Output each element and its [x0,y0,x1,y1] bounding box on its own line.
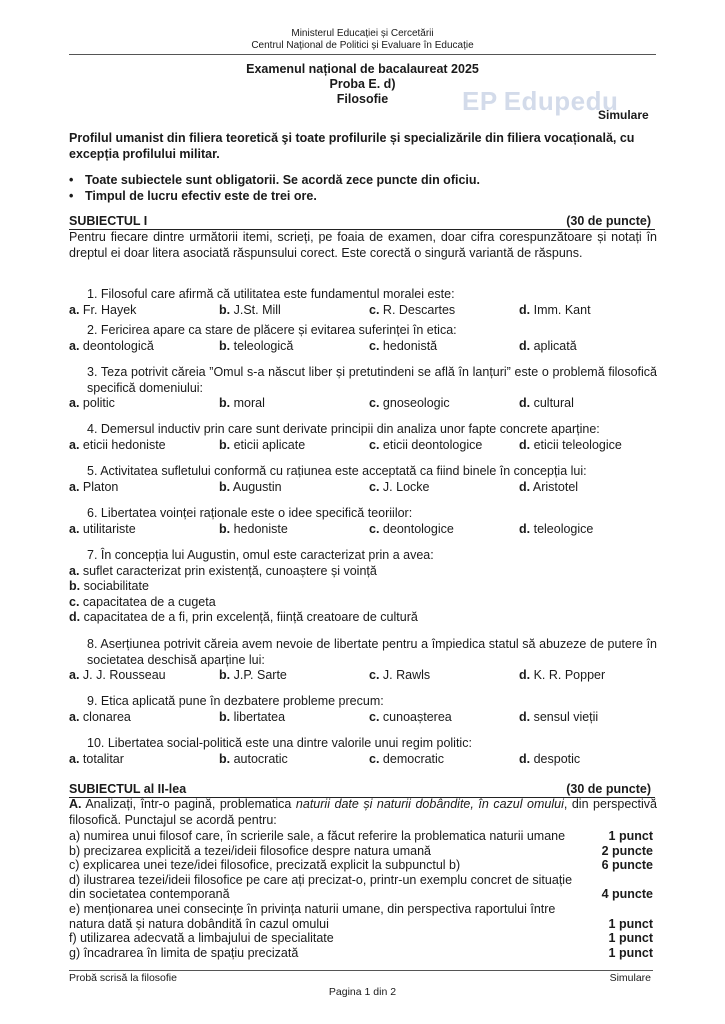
option-c [369,438,482,454]
subject-1-instructions: Pentru fiecare dintre următorii itemi, scrieți, pe foaia de examen, doar cifra corespunzătoare și notați în dreptul ei doar litera asociată răspunsului corect. Este corectă o singură variantă de răspuns. [69,230,657,260]
question-stem: 4. Demersul inductiv prin care sunt derivate principii din analiza unor fapte concrete aparține: [87,422,600,436]
option-b [69,579,657,595]
subject-2-title: SUBIECTUL al II-lea [69,782,187,796]
text-span: despotic [533,751,581,766]
text-span: politic [82,396,115,410]
criterion-c [69,858,655,873]
option-letter: b. [69,579,81,593]
option-letter: d. [519,338,531,353]
option-letter: b. [219,668,231,682]
option-a [69,396,115,412]
option-a [69,668,166,684]
text-span: eticii teleologice [533,437,622,452]
option-letter: b. [219,751,231,766]
option-a [69,303,136,319]
option-letter: d. [519,479,531,494]
option-c [369,710,452,726]
page-footer [69,970,653,984]
text-span: deontologice [382,521,454,536]
text-span: J.St. Mill [233,302,281,317]
criterion-b [69,844,655,859]
text-span: 4 puncte [601,887,653,902]
option-b [219,710,285,726]
subject-2-intro [69,797,657,828]
question-stem: 6. Libertatea voinței raționale este o idee specifică teoriilor: [87,506,413,520]
option-a [69,339,154,355]
question-stem: 2. Fericirea apare ca stare de plăcere și evitarea suferinței în etica: [87,323,457,337]
option-letter: b. [219,437,231,452]
option-letter: a. [69,709,80,724]
option-letter: d. [519,437,531,452]
text-span: f) utilizarea adecvată a limbajului de specialitate [69,931,334,946]
text-span: K. R. Popper [533,668,606,682]
bullet-icon: • [69,189,74,203]
option-a [69,752,124,768]
text-span: a) numirea unui filosof care, în scrierile sale, a făcut referire la problematica naturii umane [69,829,566,843]
text-span: e) menționarea unei consecințe în privința naturii umane, din perspectiva raportului între natura dată și natura dobândită în cazul omului [69,901,556,931]
option-c [369,522,454,538]
option-b [219,522,288,538]
text-span: aplicată [533,338,577,353]
option-b [219,339,293,355]
option-c [369,396,450,412]
question-5 [69,464,657,496]
text-span: hedoniste [233,521,288,536]
exam-subject: Filosofie [336,92,389,106]
option-d [519,710,598,726]
option-letter: d. [519,302,531,317]
text-span: democratic [382,751,445,766]
text-span: 1 punct [608,945,653,960]
option-b [219,303,281,319]
text-span: gnoseologic [382,396,450,410]
text-span: capacitatea de a cugeta [82,594,216,609]
option-b [219,752,288,768]
bullet-text: Timpul de lucru efectiv este de trei ore. [85,189,317,203]
bullet-item [69,172,659,188]
option-d [519,396,574,412]
question-stem: 1. Filosoful care afirmă că utilitatea este fundamentul moralei este: [87,287,455,301]
option-c [369,668,430,684]
intro-topic: naturii date și naturii dobândite, în cazul omului [295,797,564,811]
option-letter: c. [369,396,380,410]
footer-right: Simulare [609,972,651,984]
question-stem: 3. Teza potrivit căreia ”Omul s-a născut liber și pretutindeni se află în lanțuri” este o problemă filosofică specifică domeniului: [87,365,657,395]
option-d [519,339,577,355]
criterion-g [69,946,655,961]
edupedu-logo-icon: EP [462,86,498,116]
subject-1-heading [69,214,655,230]
text-span: Fr. Hayek [82,302,137,317]
option-d [69,610,657,626]
question-stem: 7. În concepția lui Augustin, omul este caracterizat prin a avea: [87,548,434,562]
text-span: moral [233,396,265,410]
option-letter: c. [369,521,380,536]
question-7 [69,548,657,626]
text-span: J. Rawls [382,668,431,682]
option-letter: d. [519,751,531,766]
text-span: c) explicarea unei teze/idei filosofice, precizată explicit la subpunctul b) [69,858,461,873]
subject-2-heading [69,782,655,798]
text-span: g) încadrarea în limita de spațiu precizată [69,945,299,960]
text-span: suflet caracterizat prin existență, cunoaștere și voință [82,563,377,578]
question-stem: 10. Libertatea social-politică este una dintre valorile unui regim politic: [87,736,472,750]
text-span: Augustin [232,479,282,494]
option-letter: b. [219,709,231,724]
footer-left: Probă scrisă la filosofie [69,972,177,984]
option-letter: b. [219,396,231,410]
question-8 [69,637,657,684]
option-letter: c. [369,338,380,353]
option-a [69,438,166,454]
option-c [369,752,444,768]
criterion-d [69,873,655,902]
text-span: utilitariste [82,521,136,536]
option-letter: a. [69,437,80,452]
text-span: libertatea [233,709,286,724]
option-a [69,480,118,496]
question-9 [69,694,657,726]
text-span: clonarea [82,709,131,724]
option-letter: a. [69,751,80,766]
text-span: eticii hedoniste [82,437,166,452]
text-span: J.P. Sarte [233,668,287,682]
question-stem: 8. Aserțiunea potrivit căreia avem nevoie de libertate pentru a împiedica statul să abuzeze de putere în societatea deschisă aparține lui: [87,637,657,667]
text-span: 1 punct [608,931,653,946]
exam-proba: Proba E. d) [329,77,396,91]
text-span: eticii aplicate [233,437,306,452]
option-letter: b. [219,521,231,536]
text-span: Platon [82,479,119,494]
text-span: cultural [533,396,574,410]
text-span: teleologice [533,521,594,536]
text-span: , din perspectivă filosofică. Punctajul se acordă pentru: [69,797,657,827]
profile-text: Profilul umanist din filiera teoretică şi toate profilurile și specializările din filiera vocațională, cu excepția profilului militar. [69,131,635,161]
option-c [69,595,657,611]
text-span: 1 punct [608,829,653,843]
option-c [369,339,437,355]
option-letter: a. [69,563,80,578]
option-letter: d. [69,610,81,624]
text-span: d) ilustrarea tezei/ideii filosofice pe care ați precizat-o, printr-un exemplu concret de situație din societatea contemporană [69,872,573,902]
ministry-header [69,28,656,55]
text-span: 2 puncte [601,843,653,858]
bullet-text: Toate subiectele sunt obligatorii. Se acordă zece puncte din oficiu. [85,173,480,187]
option-letter: d. [519,668,531,682]
text-span: sociabilitate [83,579,149,593]
option-c [369,480,429,496]
criteria-list [69,829,655,960]
text-span: Aristotel [532,479,579,494]
option-d [519,668,605,684]
question-3 [69,365,657,412]
text-span: b) precizarea explicită a tezei/ideii filosofice despre natura umană [69,843,431,858]
option-letter: a. [69,521,80,536]
text-span: teleologică [233,338,294,353]
option-c [369,303,455,319]
option-letter: a. [69,479,80,494]
option-d [519,480,578,496]
text-span: R. Descartes [382,302,456,317]
text-span: Imm. Kant [533,302,591,317]
ministry-name: Ministerul Educației și Cercetării [291,28,434,39]
option-a [69,564,657,580]
option-letter: a. [69,396,80,410]
option-letter: d. [519,521,531,536]
bullet-icon: • [69,173,74,187]
text-span: 6 puncte [601,858,653,873]
bullet-item [69,188,659,204]
option-letter: c. [369,751,380,766]
option-d [519,752,580,768]
criterion-a [69,829,655,844]
option-letter: c. [369,479,380,494]
exam-title: Examenul național de bacalaureat 2025 [246,62,479,76]
option-letter: c. [369,668,380,682]
text-span: eticii deontologice [382,437,483,452]
question-6 [69,506,657,538]
option-b [219,668,287,684]
page-number: Pagina 1 din 2 [328,986,397,998]
question-2 [69,323,657,355]
question-stem: 5. Activitatea sufletului conformă cu rațiunea este acceptată ca fiind binele în concepția lui: [87,464,587,478]
option-b [219,396,265,412]
option-b [219,480,282,496]
question-4 [69,422,657,454]
option-a [69,710,131,726]
criterion-f [69,931,655,946]
intro-letter: A. [69,797,82,811]
text-span: totalitar [82,751,124,766]
watermark-text: Edupedu [503,86,619,116]
option-letter: c. [369,302,380,317]
option-letter: b. [219,479,231,494]
subject-1-points: (30 de puncte) [566,214,651,228]
text-span: autocratic [233,751,288,766]
text-span: deontologică [82,338,154,353]
text-span: Analizați, într-o pagină, problematica [85,797,296,811]
subject-2-points: (30 de puncte) [566,782,651,796]
option-letter: d. [519,709,531,724]
option-letter: c. [369,437,380,452]
center-name: Centrul Național de Politici și Evaluare în Educație [251,40,474,51]
text-span: capacitatea de a fi, prin excelență, ființă creatoare de cultură [83,610,418,624]
option-letter: c. [369,709,380,724]
simulare-label: Simulare [598,108,649,122]
criterion-e [69,902,655,931]
edupedu-watermark [462,86,618,117]
option-letter: a. [69,302,80,317]
option-d [519,522,593,538]
text-span: J. J. Rousseau [82,668,166,682]
text-span: 1 punct [608,916,653,931]
option-letter: b. [219,302,231,317]
question-1 [69,287,657,319]
option-b [219,438,305,454]
option-letter: d. [519,396,531,410]
question-10 [69,736,657,768]
option-d [519,438,622,454]
option-letter: a. [69,668,80,682]
text-span: hedonistă [382,338,438,353]
text-span: cunoașterea [382,709,452,724]
option-d [519,303,591,319]
option-letter: c. [69,594,80,609]
text-span: sensul vieții [533,709,599,724]
option-a [69,522,136,538]
subject-1-title: SUBIECTUL I [69,214,148,228]
question-stem: 9. Etica aplicată pune în dezbatere probleme precum: [87,694,384,708]
option-letter: a. [69,338,80,353]
text-span: J. Locke [382,479,430,494]
option-letter: b. [219,338,231,353]
